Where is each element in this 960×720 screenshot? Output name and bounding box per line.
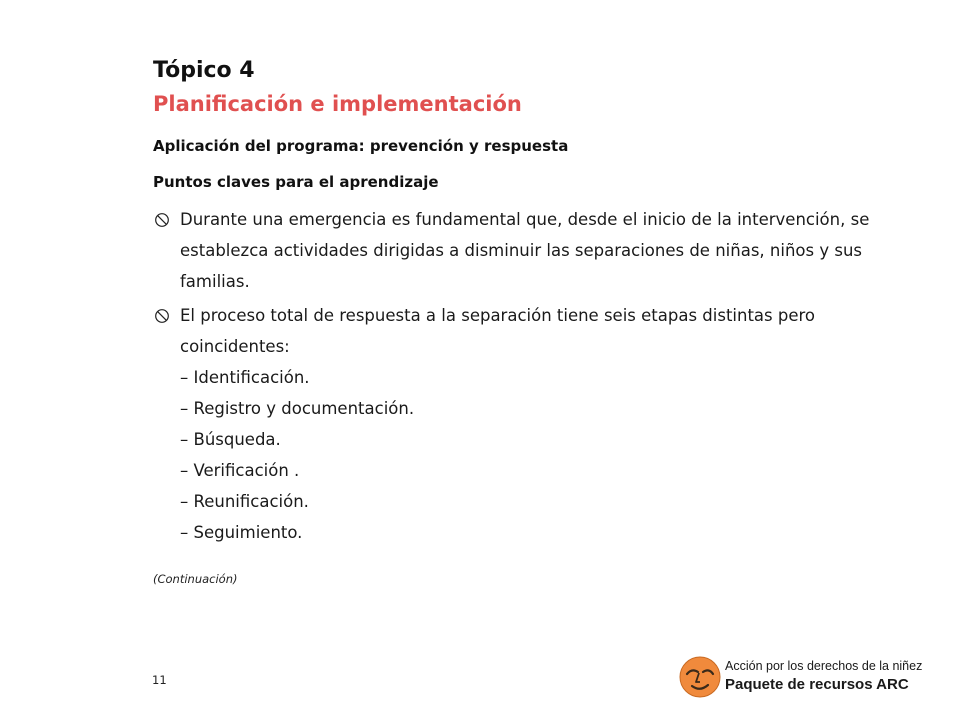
topic-title: Tópico 4 bbox=[153, 58, 255, 83]
arc-logo bbox=[678, 655, 938, 703]
logo-tagline: Acción por los derechos de la niñez bbox=[725, 659, 923, 673]
stage-item: – Registro y documentación. bbox=[180, 399, 415, 418]
stage-item: – Identificación. bbox=[180, 368, 310, 387]
topic-subtitle: Planificación e implementación bbox=[153, 92, 522, 116]
key-points-list bbox=[150, 204, 910, 548]
stage-list bbox=[180, 362, 910, 548]
stage-item: – Búsqueda. bbox=[180, 430, 281, 449]
bullet-item bbox=[150, 300, 910, 548]
arc-face-logo-icon bbox=[678, 655, 722, 699]
no-entry-icon bbox=[154, 308, 170, 324]
bullet-item bbox=[150, 204, 910, 297]
stage-item: – Seguimiento. bbox=[180, 523, 303, 542]
page-number: 11 bbox=[152, 673, 167, 687]
logo-title: Paquete de recursos ARC bbox=[725, 676, 909, 693]
program-heading: Aplicación del programa: prevención y respuesta bbox=[153, 137, 569, 155]
continuation-note: (Continuación) bbox=[153, 572, 238, 586]
stage-item: – Reunificación. bbox=[180, 492, 309, 511]
key-points-heading: Puntos claves para el aprendizaje bbox=[153, 173, 439, 191]
stage-item: – Verificación . bbox=[180, 461, 300, 480]
no-entry-icon bbox=[154, 212, 170, 228]
bullet-text: Durante una emergencia es fundamental que, desde el inicio de la intervención, se establezca actividades dirigidas a disminuir las separaciones de niñas, niños y sus familias. bbox=[180, 210, 870, 291]
bullet-text: El proceso total de respuesta a la separación tiene seis etapas distintas pero coincidentes: bbox=[180, 306, 816, 356]
